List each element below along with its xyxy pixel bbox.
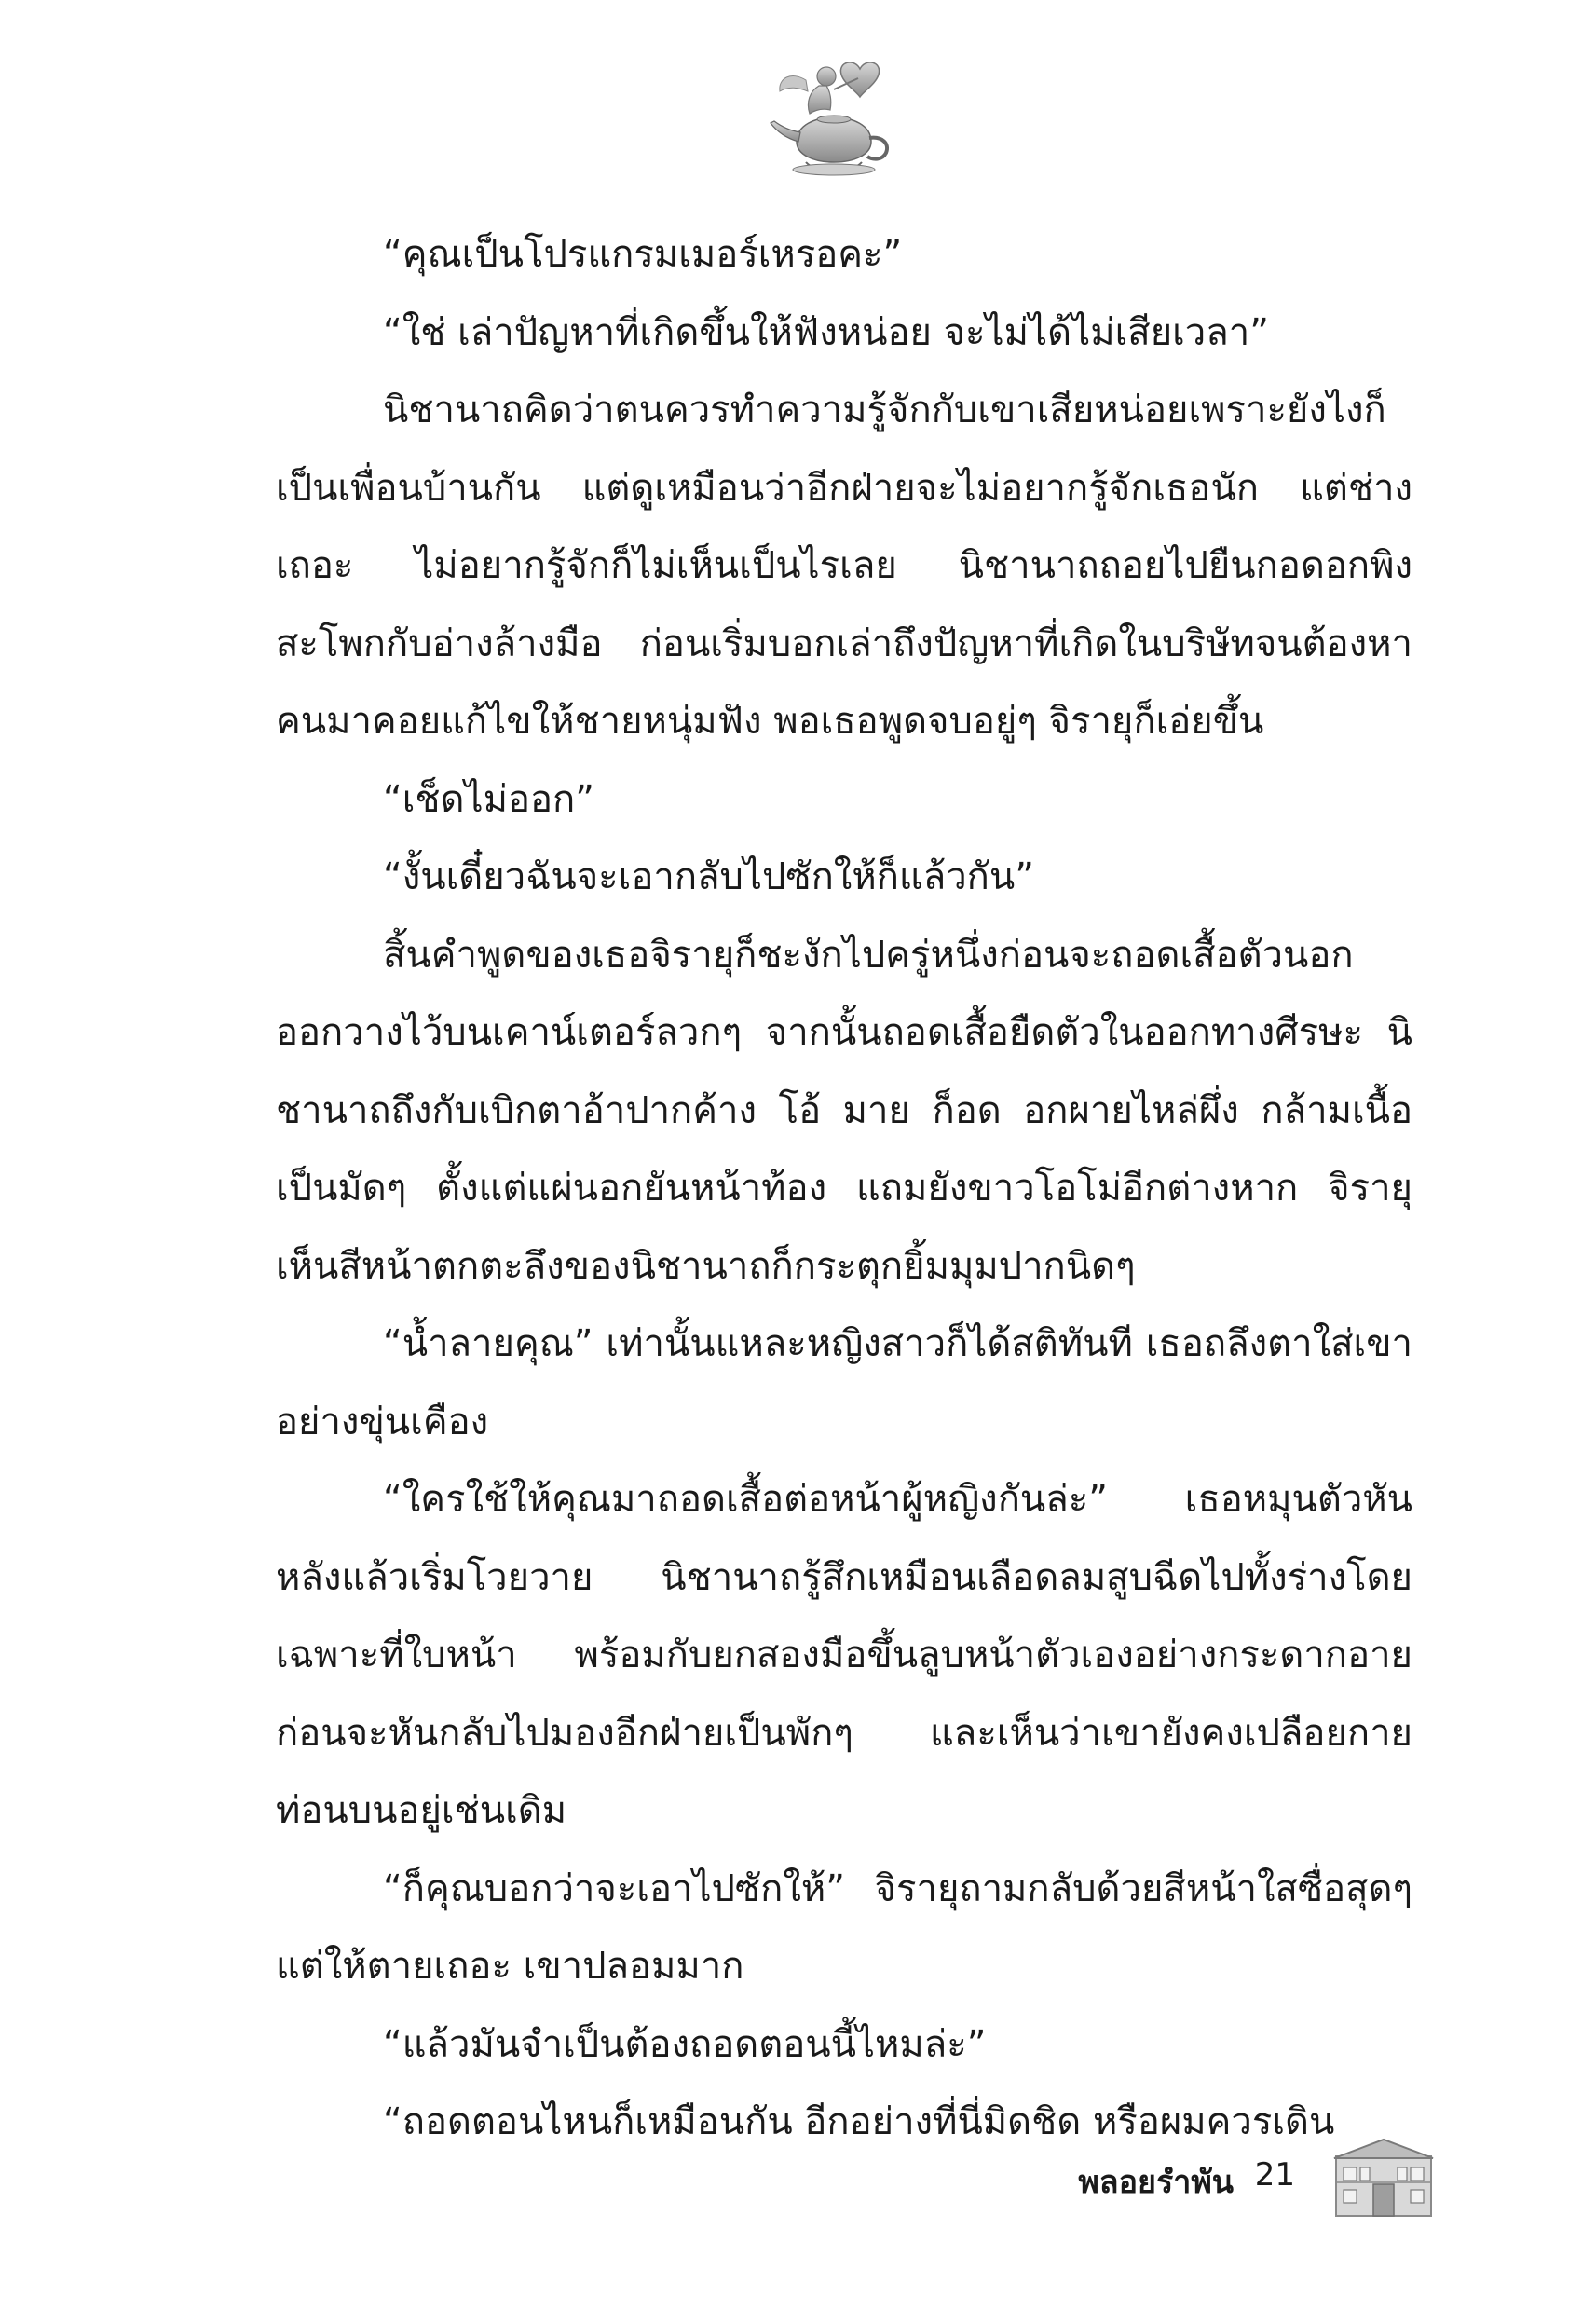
page-footer <box>932 2136 1435 2220</box>
paragraph: “เช็ดไม่ออก” <box>383 777 594 821</box>
paragraph: สิ้นคำพูดของเธอจิรายุก็ชะงักไปครู่หนึ่งก่อนจะถอดเสื้อตัวนอกออกวางไว้บนเคาน์เตอร์ลวกๆ จากนั้นถอดเสื้อยืดตัวในออกทางศีรษะ นิชานาถถึงกับเบิกตาอ้าปากค้าง โอ้ มาย ก็อด อกผายไหล่ผึ่ง กล้ามเนื้อเป็นมัดๆ ตั้งแต่แผ่นอกยันหน้าท้อง แถมยังขาวโอโม่อีกต่างหาก จิรายุเห็นสีหน้าตกตะลึงของนิชานาถก็กระตุกยิ้มมุมปากนิดๆ <box>276 933 1412 1288</box>
paragraph: “ใครใช้ให้คุณมาถอดเสื้อต่อหน้าผู้หญิงกันล่ะ” เธอหมุนตัวหันหลังแล้วเริ่มโวยวาย นิชานาถรู้สึกเหมือนเลือดลมสูบฉีดไปทั้งร่างโดยเฉพาะที่ใบหน้า พร้อมกับยกสองมือขึ้นลูบหน้าตัวเองอย่างกระดากอาย ก่อนจะหันกลับไปมองอีกฝ่ายเป็นพักๆ และเห็นว่าเขายังคงเปลือยกายท่อนบนอยู่เช่นเดิม <box>276 1478 1412 1832</box>
page-number: 21 <box>1254 2156 1295 2194</box>
paragraph: “ถอดตอนไหนก็เหมือนกัน อีกอย่างที่นี่มิดชิด หรือผมควรเดิน <box>383 2100 1335 2143</box>
paragraph: “น้ำลายคุณ” เท่านั้นแหละหญิงสาวก็ได้สติทันที เธอถลึงตาใส่เขาอย่างขุ่นเคือง <box>276 1322 1412 1443</box>
book-title: พลอยรำพัน <box>1078 2164 1234 2201</box>
paragraph: “ใช่ เล่าปัญหาที่เกิดขึ้นให้ฟังหน่อย จะไม่ได้ไม่เสียเวลา” <box>383 310 1269 354</box>
paragraph: นิชานาถคิดว่าตนควรทำความรู้จักกับเขาเสียหน่อยเพราะยังไงก็เป็นเพื่อนบ้านกัน แต่ดูเหมือนว่าอีกฝ่ายจะไม่อยากรู้จักเธอนัก แต่ช่างเถอะ ไม่อยากรู้จักก็ไม่เห็นเป็นไรเลย นิชานาถถอยไปยืนกอดอกพิงสะโพกกับอ่างล้างมือ ก่อนเริ่มบอกเล่าถึงปัญหาที่เกิดในบริษัทจนต้องหาคนมาคอยแก้ไขให้ชายหนุ่มฟัง พอเธอพูดจบอยู่ๆ จิรายุก็เอ่ยขึ้น <box>276 389 1412 743</box>
paragraph: “คุณเป็นโปรแกรมเมอร์เหรอคะ” <box>383 233 903 276</box>
cupid-teapot-emblem-icon <box>759 48 908 188</box>
paragraph: “แล้วมันจำเป็นต้องถอดตอนนี้ไหมล่ะ” <box>383 2022 987 2066</box>
paragraph: “ก็คุณบอกว่าจะเอาไปซักให้” จิรายุถามกลับด้วยสีหน้าใสซื่อสุดๆ แต่ให้ตายเถอะ เขาปลอมมาก <box>276 1867 1412 1988</box>
house-icon <box>1332 2136 1435 2220</box>
paragraph: “งั้นเดี๋ยวฉันจะเอากลับไปซักให้ก็แล้วกัน” <box>383 855 1034 898</box>
body-text <box>276 216 1412 2162</box>
